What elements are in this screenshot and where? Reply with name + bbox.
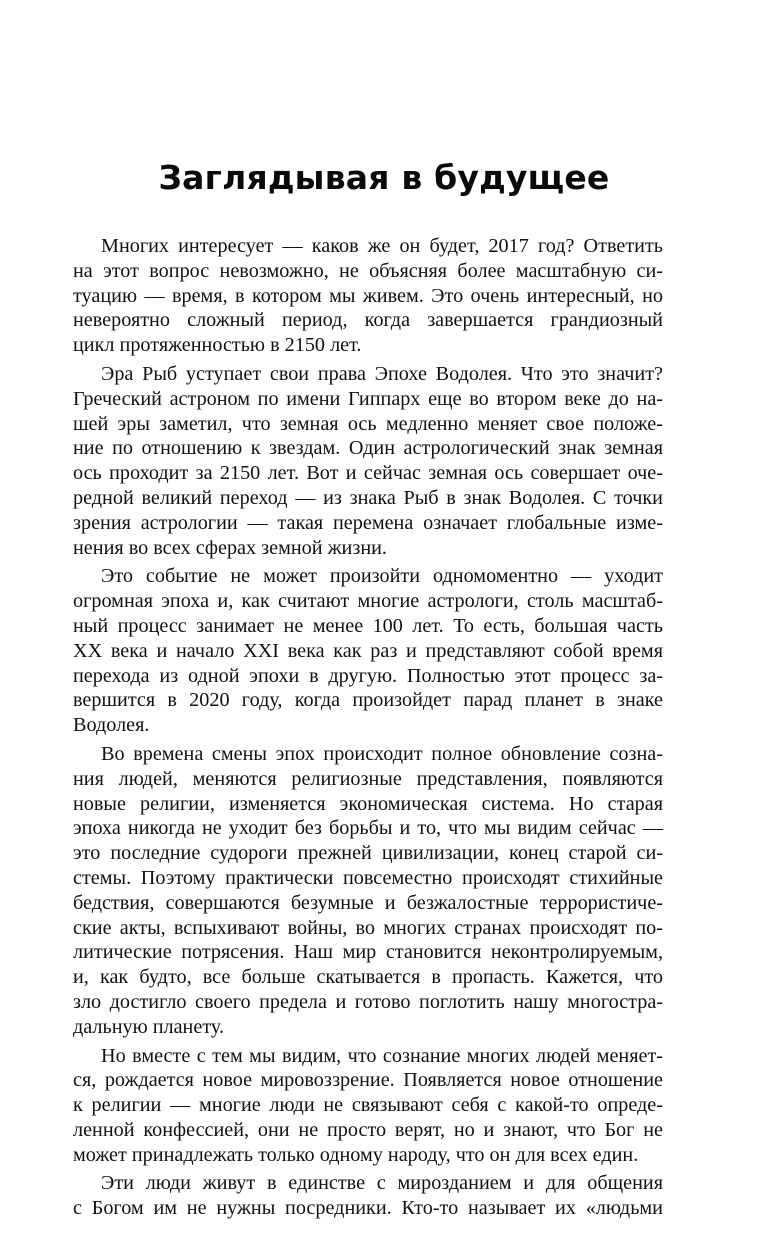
text-line: огромная эпоха и, как считают многие астрологи, столь масштаб-: [73, 590, 663, 613]
paragraph: [73, 1044, 663, 1168]
paragraph: [73, 1171, 663, 1221]
text-line: это последние судороги прежней цивилизации, конец старой си-: [73, 842, 663, 865]
text-line: ские акты, вспыхивают войны, во многих странах происходят по-: [73, 916, 663, 939]
text-line: ный процесс занимает не менее 100 лет. То есть, большая часть: [73, 614, 663, 637]
text-line: ния людей, меняются религиозные представления, появляются: [73, 767, 663, 790]
text-line: Водолея.: [73, 714, 150, 737]
text-line: новые религии, изменяется экономическая система. Но старая: [73, 792, 663, 815]
text-line: XX века и начало XXI века как раз и представляют собой время: [73, 639, 663, 662]
text-line: стемы. Поэтому практически повсеместно происходят стихийные: [73, 866, 663, 889]
text-line: с Богом им не нужны посредники. Кто-то называет их «людьми: [73, 1197, 663, 1220]
text-line: Греческий астроном по имени Гиппарх еще во втором веке до на-: [73, 387, 663, 410]
text-line: зло достигло своего предела и готово поглотить нашу многостра-: [73, 990, 663, 1013]
text-line: Многих интересует — каков же он будет, 2017 год? Ответить: [101, 235, 663, 257]
text-line: Эти люди живут в единстве с мирозданием и для общения: [101, 1172, 663, 1195]
text-line: ось проходит за 2150 лет. Вот и сейчас земная ось совершает оче-: [73, 462, 663, 485]
text-line: может принадлежать только одному народу, что он для всех един.: [73, 1143, 639, 1166]
paragraph: [73, 742, 663, 1040]
text-line: туацию — время, в котором мы живем. Это очень интересный, но: [73, 284, 663, 307]
text-line: Но вместе с тем мы видим, что сознание многих людей меняет-: [101, 1044, 663, 1067]
text-line: дальную планету.: [73, 1015, 224, 1038]
text-line: Эра Рыб уступает свои права Эпохе Водолея. Что это значит?: [101, 362, 663, 385]
text-line: перехода из одной эпохи в другую. Полностью этот процесс за-: [73, 664, 663, 687]
text-line: вершится в 2020 году, когда произойдет парад планет в знаке: [73, 689, 663, 712]
text-line: на этот вопрос невозможно, не объясняя более масштабную си-: [73, 259, 663, 282]
text-line: зрения астрологии — такая перемена означает глобальные изме-: [73, 511, 663, 534]
text-line: эпоха никогда не уходит без борьбы и то, что мы видим сейчас —: [73, 817, 663, 840]
paragraph: [73, 362, 663, 560]
text-line: невероятно сложный период, когда завершается грандиозный: [73, 309, 663, 332]
text-line: редной великий переход — из знака Рыб в знак Водолея. С точки: [73, 486, 663, 509]
body-text: [73, 234, 663, 1225]
chapter-title: Заглядывая в будущее: [158, 158, 610, 197]
text-line: цикл протяженностью в 2150 лет.: [73, 334, 362, 357]
paragraph: [73, 234, 663, 358]
text-line: шей эры заметил, что земная ось медленно меняет свое положе-: [73, 412, 663, 435]
text-line: ленной конфессией, они не просто верят, но и знают, что Бог не: [73, 1118, 663, 1141]
text-line: нения во всех сферах земной жизни.: [73, 536, 387, 559]
text-line: Это событие не может произойти одномоментно — уходит: [101, 565, 663, 588]
paragraph: [73, 564, 663, 738]
text-line: литические потрясения. Наш мир становится неконтролируемым,: [73, 941, 663, 964]
text-line: бедствия, совершаются безумные и безжалостные террористиче-: [73, 891, 663, 914]
text-line: и, как будто, все больше скатывается в пропасть. Кажется, что: [73, 966, 663, 989]
text-line: ние по отношению к звездам. Один астрологический знак земная: [73, 437, 663, 460]
text-line: ся, рождается новое мировоззрение. Появляется новое отношение: [73, 1069, 663, 1092]
text-line: к религии — многие люди не связывают себя с какой-то опреде-: [73, 1094, 663, 1117]
text-line: Во времена смены эпох происходит полное обновление созна-: [101, 742, 663, 765]
